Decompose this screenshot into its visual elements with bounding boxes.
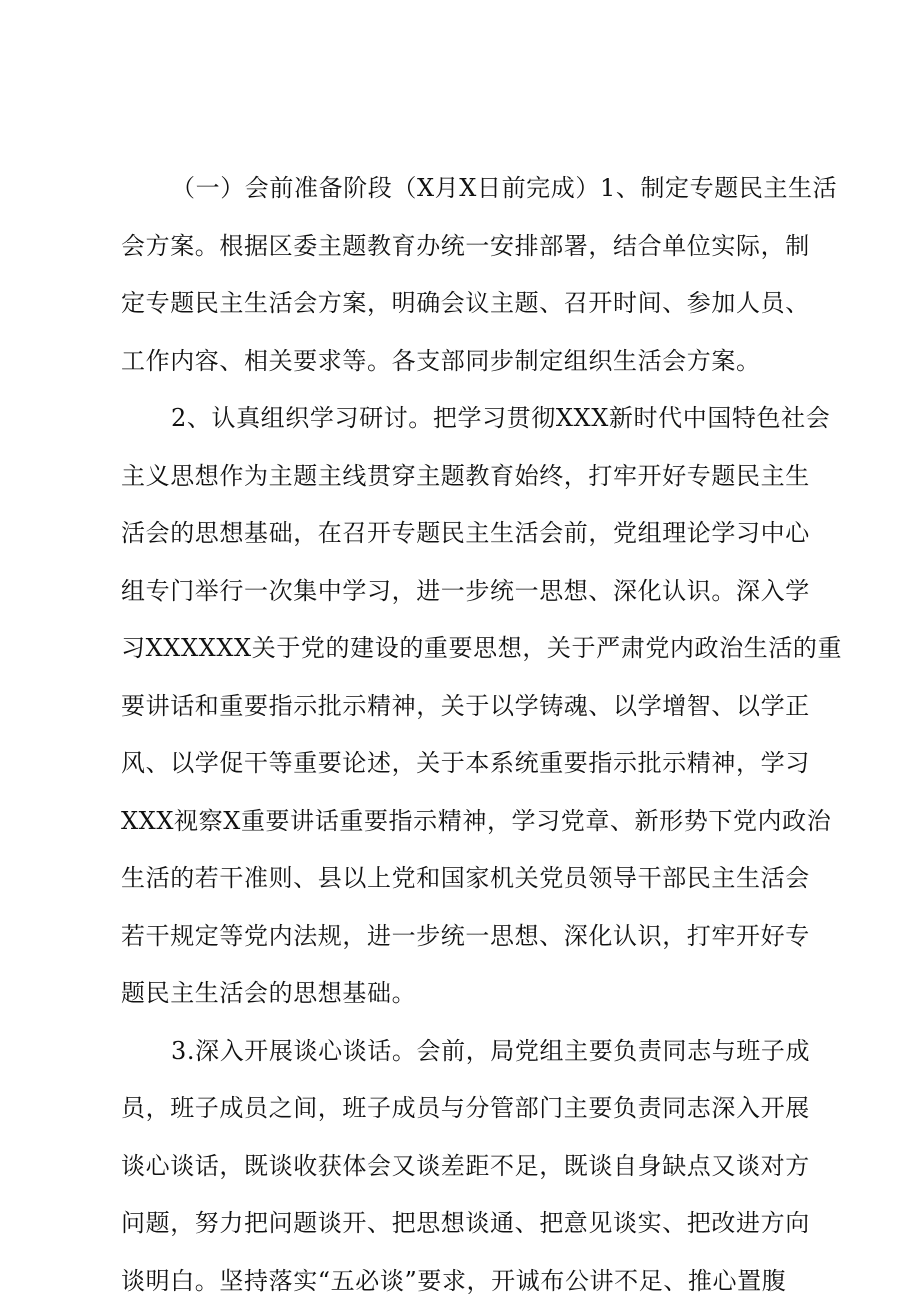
text-line: 活会的思想基础，在召开专题民主生活会前，党组理论学习中心: [121, 505, 811, 563]
text-line: 工作内容、相关要求等。各支部同步制定组织生活会方案。: [121, 333, 811, 391]
text-line: 风、以学促干等重要论述，关于本系统重要指示批示精神，学习: [121, 735, 811, 793]
text-line: 问题，努力把问题谈开、把思想谈通、把意见谈实、把改进方向: [121, 1195, 811, 1253]
text-line: 生活的若干准则、县以上党和国家机关党员领导干部民主生活会: [121, 850, 811, 908]
document-body: [121, 160, 811, 1310]
text-line: 题民主生活会的思想基础。: [121, 965, 811, 1023]
paragraph-study-discussion: [121, 390, 811, 1023]
text-line: 员，班子成员之间，班子成员与分管部门主要负责同志深入开展: [121, 1080, 811, 1138]
text-line: 若干规定等党内法规，进一步统一思想、深化认识，打牢开好专: [121, 908, 811, 966]
text-line: 谈心谈话，既谈收获体会又谈差距不足，既谈自身缺点又谈对方: [121, 1138, 811, 1196]
text-line: XXX视察X重要讲话重要指示精神，学习党章、新形势下党内政治: [121, 793, 811, 851]
text-line: 定专题民主生活会方案，明确会议主题、召开时间、参加人员、: [121, 275, 811, 333]
text-line: 主义思想作为主题主线贯穿主题教育始终，打牢开好专题民主生: [121, 448, 811, 506]
text-line: 2、认真组织学习研讨。把学习贯彻XXX新时代中国特色社会: [121, 390, 811, 448]
text-line: 要讲话和重要指示批示精神，关于以学铸魂、以学增智、以学正: [121, 678, 811, 736]
text-line: 组专门举行一次集中学习，进一步统一思想、深化认识。深入学: [121, 563, 811, 621]
text-line: 会方案。根据区委主题教育办统一安排部署，结合单位实际，制: [121, 218, 811, 276]
text-line: （一）会前准备阶段（X月X日前完成）1、制定专题民主生活: [121, 160, 811, 218]
text-line: 习XXXXXX关于党的建设的重要思想，关于严肃党内政治生活的重: [121, 620, 811, 678]
paragraph-heart-to-heart-talks: [121, 1023, 811, 1310]
text-line: 谈明白。坚持落实“五必谈”要求，开诚布公讲不足、推心置腹: [121, 1253, 811, 1310]
paragraph-preparation-stage: [121, 160, 811, 390]
text-line: 3.深入开展谈心谈话。会前，局党组主要负责同志与班子成: [121, 1023, 811, 1081]
